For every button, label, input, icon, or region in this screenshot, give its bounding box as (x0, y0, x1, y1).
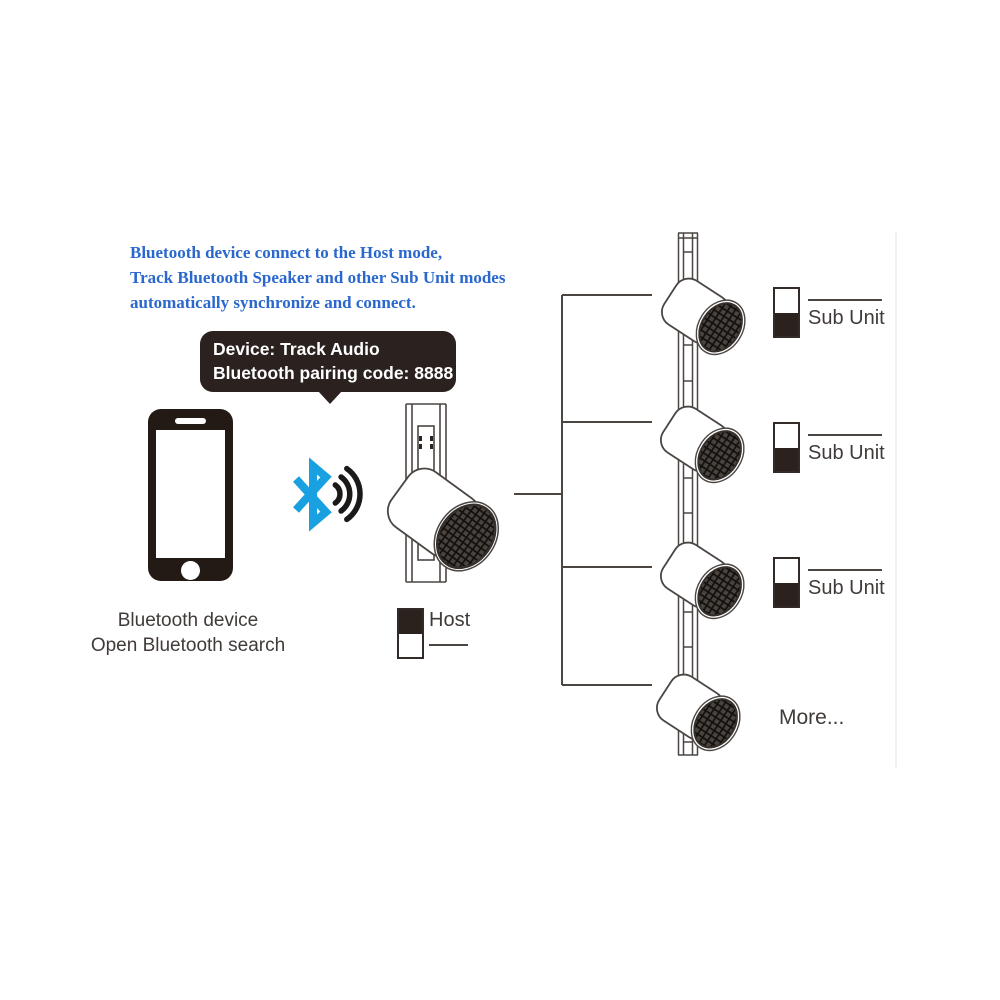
intro-line: automatically synchronize and connect. (130, 293, 416, 312)
phone-caption (88, 608, 288, 658)
sound-waves-icon (335, 469, 360, 520)
more-label: More... (779, 706, 845, 729)
intro-text (130, 240, 505, 315)
sub-unit-line (808, 434, 882, 436)
bubble-code-line: Bluetooth pairing code: 8888 (213, 363, 454, 383)
phone-speaker-slot (175, 418, 206, 424)
phone-home-button (181, 561, 200, 580)
sub-unit-line (808, 569, 882, 571)
connection-bracket (514, 295, 652, 685)
bluetooth-icon (296, 466, 326, 523)
host-speaker (378, 458, 511, 583)
intro-line: Bluetooth device connect to the Host mode, (130, 243, 443, 262)
sub-unit-line (808, 299, 882, 301)
sub-speaker-4 (649, 666, 749, 759)
sub-unit-switch-icon (773, 287, 800, 338)
switch-empty-half (775, 289, 798, 313)
caption-line: Bluetooth device (117, 610, 259, 631)
phone-illustration (148, 409, 233, 581)
switch-empty-half (775, 559, 798, 583)
sub-speaker-1 (654, 270, 754, 363)
sub-unit-label: Sub Unit (808, 307, 885, 329)
sub-speaker-2 (653, 398, 753, 491)
phone-screen (156, 430, 225, 558)
pairing-bubble (200, 331, 456, 392)
bubble-tail (318, 391, 342, 404)
switch-filled-half (775, 313, 798, 337)
host-underline (429, 644, 468, 646)
sub-unit-label: Sub Unit (808, 577, 885, 599)
switch-empty-half (775, 424, 798, 448)
switch-empty-half (399, 634, 422, 658)
switch-filled-half (775, 448, 798, 472)
sub-unit-switch-icon (773, 557, 800, 608)
host-label: Host (429, 609, 471, 631)
intro-line: Track Bluetooth Speaker and other Sub Unit modes (130, 268, 506, 287)
sub-speaker-3 (653, 534, 753, 627)
host-switch-icon (397, 608, 424, 659)
caption-line: Open Bluetooth search (90, 635, 286, 656)
switch-filled-half (399, 610, 422, 634)
sub-unit-switch-icon (773, 422, 800, 473)
sub-unit-label: Sub Unit (808, 442, 885, 464)
bubble-device-line: Device: Track Audio (213, 339, 380, 359)
switch-filled-half (775, 583, 798, 607)
